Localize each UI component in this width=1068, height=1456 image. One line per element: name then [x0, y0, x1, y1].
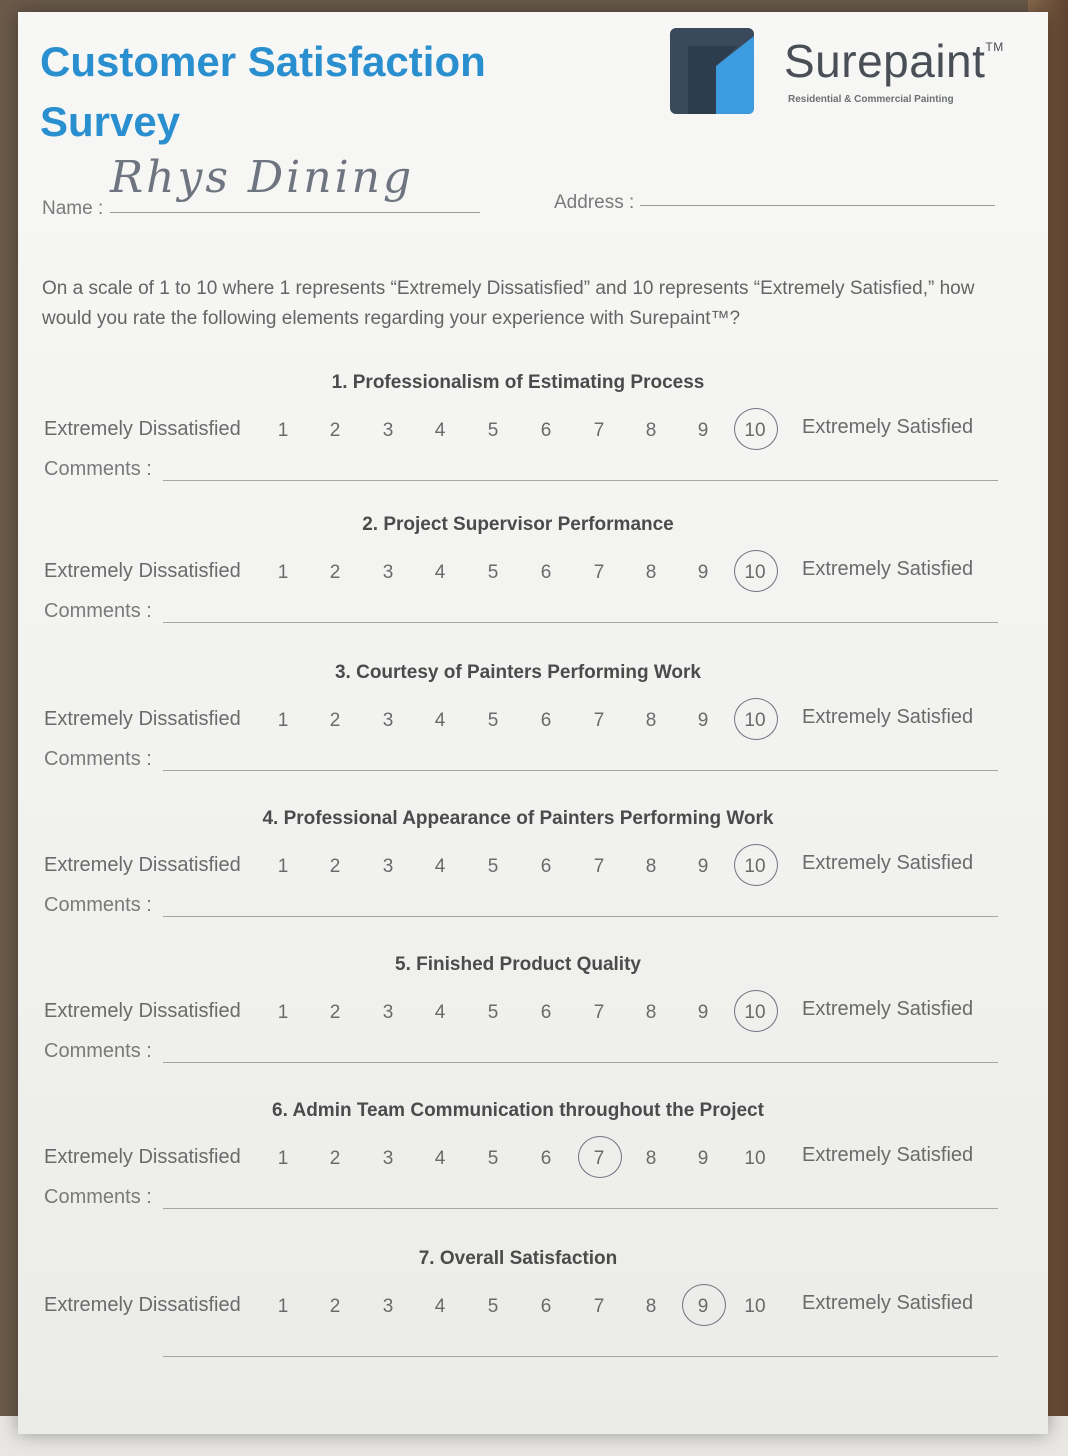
comments-line[interactable] — [163, 1062, 998, 1063]
scale-low-label: Extremely Dissatisfied — [44, 1294, 241, 1316]
scale-low-label: Extremely Dissatisfied — [44, 1000, 241, 1022]
scale-high-label: Extremely Satisfied — [802, 998, 974, 1020]
question-title: 4. Professional Appearance of Painters Performing Work — [262, 808, 774, 829]
comments-line[interactable] — [163, 622, 998, 623]
rating-option-7[interactable]: 7 — [593, 1002, 605, 1023]
comments-line[interactable] — [163, 1208, 998, 1209]
rating-option-10[interactable]: 10 — [744, 710, 766, 731]
rating-option-6[interactable]: 6 — [540, 1296, 552, 1317]
rating-option-9[interactable]: 9 — [697, 856, 709, 877]
rating-option-9[interactable]: 9 — [697, 710, 709, 731]
rating-option-8[interactable]: 8 — [645, 562, 657, 583]
name-label: Name : — [42, 198, 104, 219]
name-value[interactable]: Rhys Dining — [110, 152, 415, 203]
scale-low-label: Extremely Dissatisfied — [44, 418, 241, 440]
question-2 — [18, 514, 1048, 634]
rating-option-4[interactable]: 4 — [434, 1002, 446, 1023]
selected-rating-circle — [682, 1284, 726, 1326]
comments-label: Comments : — [44, 1040, 152, 1062]
rating-option-1[interactable]: 1 — [277, 1296, 289, 1317]
rating-option-1[interactable]: 1 — [277, 1002, 289, 1023]
scale-high-label: Extremely Satisfied — [802, 558, 974, 580]
rating-option-5[interactable]: 5 — [487, 856, 499, 877]
rating-option-8[interactable]: 8 — [645, 1296, 657, 1317]
comments-label: Comments : — [44, 894, 152, 916]
rating-option-9[interactable]: 9 — [697, 1296, 709, 1317]
selected-rating-circle — [734, 844, 778, 886]
rating-option-3[interactable]: 3 — [382, 710, 394, 731]
rating-option-2[interactable]: 2 — [329, 420, 341, 441]
rating-option-10[interactable]: 10 — [744, 1296, 766, 1317]
rating-option-10[interactable]: 10 — [744, 856, 766, 877]
rating-option-6[interactable]: 6 — [540, 856, 552, 877]
name-line — [110, 212, 480, 213]
comments-line[interactable] — [163, 1356, 998, 1357]
rating-option-7[interactable]: 7 — [593, 856, 605, 877]
survey-paper — [18, 12, 1048, 1434]
rating-option-2[interactable]: 2 — [329, 1148, 341, 1169]
rating-option-3[interactable]: 3 — [382, 856, 394, 877]
rating-option-2[interactable]: 2 — [329, 562, 341, 583]
question-title: 5. Finished Product Quality — [395, 954, 641, 975]
rating-option-5[interactable]: 5 — [487, 710, 499, 731]
comments-line[interactable] — [163, 480, 998, 481]
brand-name: Surepaint™ — [784, 35, 1004, 87]
question-1 — [18, 372, 1048, 492]
rating-option-6[interactable]: 6 — [540, 420, 552, 441]
rating-option-10[interactable]: 10 — [744, 562, 766, 583]
rating-option-10[interactable]: 10 — [744, 420, 766, 441]
scale-high-label: Extremely Satisfied — [802, 706, 974, 728]
rating-option-8[interactable]: 8 — [645, 1002, 657, 1023]
rating-option-7[interactable]: 7 — [593, 1148, 605, 1169]
rating-option-9[interactable]: 9 — [697, 1148, 709, 1169]
rating-option-9[interactable]: 9 — [697, 1002, 709, 1023]
selected-rating-circle — [734, 408, 778, 450]
rating-option-1[interactable]: 1 — [277, 856, 289, 877]
question-title: 6. Admin Team Communication throughout the Project — [272, 1100, 764, 1121]
rating-option-1[interactable]: 1 — [277, 562, 289, 583]
rating-option-3[interactable]: 3 — [382, 562, 394, 583]
rating-option-5[interactable]: 5 — [487, 562, 499, 583]
rating-option-5[interactable]: 5 — [487, 420, 499, 441]
question-6 — [18, 1100, 1048, 1220]
brand-tagline: Residential & Commercial Painting — [788, 94, 954, 105]
rating-option-8[interactable]: 8 — [645, 710, 657, 731]
selected-rating-circle — [734, 698, 778, 740]
rating-option-1[interactable]: 1 — [277, 710, 289, 731]
rating-option-8[interactable]: 8 — [645, 1148, 657, 1169]
surepaint-logo-icon — [668, 26, 756, 116]
rating-option-2[interactable]: 2 — [329, 856, 341, 877]
question-4 — [18, 808, 1048, 928]
comments-label: Comments : — [44, 748, 152, 770]
question-7 — [18, 1248, 1048, 1368]
rating-option-3[interactable]: 3 — [382, 1148, 394, 1169]
rating-option-10[interactable]: 10 — [744, 1002, 766, 1023]
rating-option-2[interactable]: 2 — [329, 1296, 341, 1317]
rating-option-8[interactable]: 8 — [645, 420, 657, 441]
rating-option-7[interactable]: 7 — [593, 562, 605, 583]
scale-high-label: Extremely Satisfied — [802, 1292, 974, 1314]
rating-option-4[interactable]: 4 — [434, 1148, 446, 1169]
rating-option-10[interactable]: 10 — [744, 1148, 766, 1169]
rating-option-4[interactable]: 4 — [434, 856, 446, 877]
rating-option-5[interactable]: 5 — [487, 1002, 499, 1023]
question-title: 7. Overall Satisfaction — [418, 1248, 618, 1269]
comments-line[interactable] — [163, 770, 998, 771]
scale-high-label: Extremely Satisfied — [802, 416, 974, 438]
rating-option-4[interactable]: 4 — [434, 420, 446, 441]
rating-option-2[interactable]: 2 — [329, 1002, 341, 1023]
rating-option-9[interactable]: 9 — [697, 420, 709, 441]
rating-option-7[interactable]: 7 — [593, 420, 605, 441]
comments-label: Comments : — [44, 458, 152, 480]
rating-option-3[interactable]: 3 — [382, 1002, 394, 1023]
rating-option-3[interactable]: 3 — [382, 1296, 394, 1317]
rating-option-5[interactable]: 5 — [487, 1296, 499, 1317]
rating-option-1[interactable]: 1 — [277, 420, 289, 441]
scale-high-label: Extremely Satisfied — [802, 1144, 974, 1166]
selected-rating-circle — [734, 990, 778, 1032]
rating-option-6[interactable]: 6 — [540, 562, 552, 583]
scale-low-label: Extremely Dissatisfied — [44, 854, 241, 876]
selected-rating-circle — [734, 550, 778, 592]
rating-option-3[interactable]: 3 — [382, 420, 394, 441]
rating-option-6[interactable]: 6 — [540, 1002, 552, 1023]
survey-title: Customer Satisfaction Survey — [40, 38, 486, 145]
rating-option-4[interactable]: 4 — [434, 562, 446, 583]
selected-rating-circle — [578, 1136, 622, 1178]
question-title: 2. Project Supervisor Performance — [362, 514, 674, 535]
rating-option-2[interactable]: 2 — [329, 710, 341, 731]
address-label: Address : — [554, 192, 635, 213]
rating-option-4[interactable]: 4 — [434, 1296, 446, 1317]
rating-option-6[interactable]: 6 — [540, 710, 552, 731]
comments-label: Comments : — [44, 1186, 152, 1208]
question-title: 1. Professionalism of Estimating Process — [331, 372, 705, 393]
rating-option-5[interactable]: 5 — [487, 1148, 499, 1169]
scale-low-label: Extremely Dissatisfied — [44, 560, 241, 582]
question-3 — [18, 662, 1048, 782]
question-title: 3. Courtesy of Painters Performing Work — [334, 662, 701, 683]
rating-option-7[interactable]: 7 — [593, 710, 605, 731]
intro-text: On a scale of 1 to 10 where 1 represents “Extremely Dissatisfied” and 10 represents “Extremely Satisfied,” how would you rate the following elements regarding your experience with Surepaint™? — [42, 278, 975, 329]
rating-option-1[interactable]: 1 — [277, 1148, 289, 1169]
rating-option-4[interactable]: 4 — [434, 710, 446, 731]
rating-option-8[interactable]: 8 — [645, 856, 657, 877]
rating-option-7[interactable]: 7 — [593, 1296, 605, 1317]
comments-label: Comments : — [44, 600, 152, 622]
scale-low-label: Extremely Dissatisfied — [44, 708, 241, 730]
rating-option-9[interactable]: 9 — [697, 562, 709, 583]
rating-option-6[interactable]: 6 — [540, 1148, 552, 1169]
scale-low-label: Extremely Dissatisfied — [44, 1146, 241, 1168]
comments-line[interactable] — [163, 916, 998, 917]
scale-high-label: Extremely Satisfied — [802, 852, 974, 874]
address-line[interactable] — [640, 205, 995, 206]
question-5 — [18, 954, 1048, 1074]
